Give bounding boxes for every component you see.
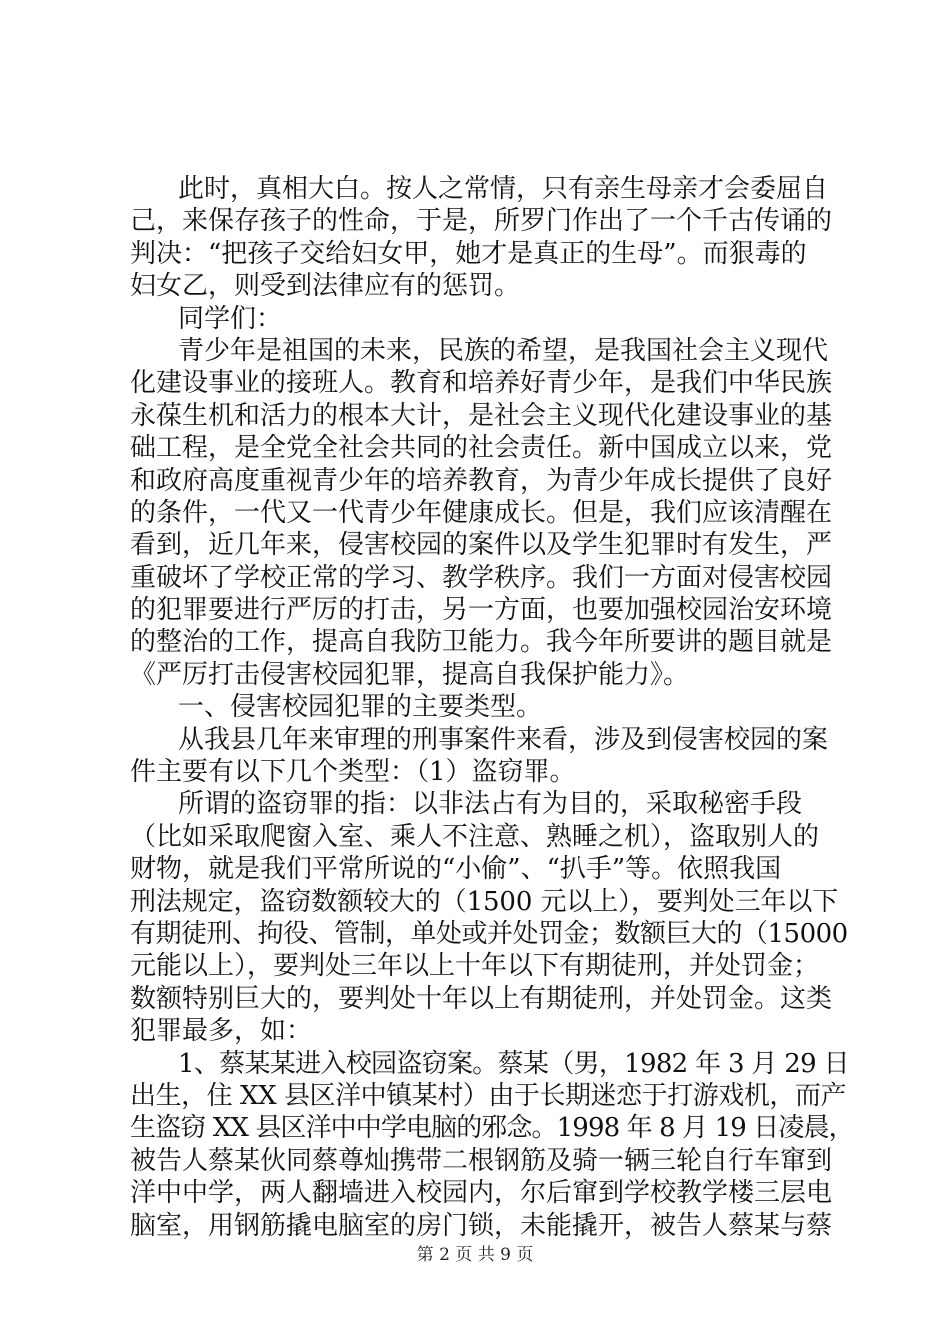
- text-line: 从我县几年来审理的刑事案件来看，涉及到侵害校园的案: [178, 724, 829, 755]
- text-line: 己，来保存孩子的性命，于是，所罗门作出了一个千古传诵的: [130, 206, 833, 237]
- text-line: 数额特别巨大的，要判处十年以上有期徒刑，并处罚金。这类: [130, 983, 833, 1014]
- text-line: 看到，近几年来，侵害校园的案件以及学生犯罪时有发生，严: [130, 530, 833, 561]
- text-line: 一、侵害校园犯罪的主要类型。: [178, 692, 543, 723]
- text-line: 刑法规定，盗窃数额较大的（1500 元以上），要判处三年以下: [130, 886, 839, 917]
- text-line: 础工程，是全党全社会共同的社会责任。新中国成立以来，党: [130, 433, 833, 464]
- text-line: （比如采取爬窗入室、乘人不注意、熟睡之机），盗取别人的: [130, 821, 820, 852]
- text-line: 有期徒刑、拘役、管制，单处或并处罚金；数额巨大的（15000: [130, 918, 848, 949]
- text-line: 的整治的工作，提高自我防卫能力。我今年所要讲的题目就是: [130, 627, 833, 658]
- text-line: 出生，住 XX 县区洋中镇某村）由于长期迷恋于打游戏机，而产: [130, 1080, 847, 1111]
- page-footer: 第 2 页 共 9 页: [416, 1245, 534, 1265]
- text-line: 判决：“把孩子交给妇女甲，她才是真正的生母”。而狠毒的: [130, 238, 807, 269]
- text-line: 所谓的盗窃罪的指：以非法占有为目的，采取秘密手段: [178, 789, 803, 820]
- text-line: 妇女乙，则受到法律应有的惩罚。: [130, 271, 521, 302]
- text-line: 被告人蔡某伙同蔡尊灿携带二根钢筋及骑一辆三轮自行车窜到: [130, 1145, 833, 1176]
- text-line: 生盗窃 XX 县区洋中中学电脑的邪念。1998 年 8 月 19 日凌晨，: [130, 1113, 854, 1144]
- text-line: 洋中中学，两人翻墙进入校园内，尔后窜到学校教学楼三层电: [130, 1178, 833, 1209]
- text-line: 财物，就是我们平常所说的“小偷”、“扒手”等。依照我国: [130, 854, 782, 885]
- text-line: 元能以上），要判处三年以上十年以下有期徒刑，并处罚金；: [130, 951, 820, 982]
- text-line: 青少年是祖国的未来，民族的希望，是我国社会主义现代: [178, 335, 829, 366]
- document-body: [130, 173, 854, 1242]
- text-line: 永葆生机和活力的根本大计，是社会主义现代化建设事业的基: [130, 400, 833, 431]
- text-line: 同学们：: [178, 303, 283, 334]
- text-line: 《严厉打击侵害校园犯罪，提高自我保护能力》。: [130, 659, 690, 690]
- text-line: 此时，真相大白。按人之常情，只有亲生母亲才会委屈自: [178, 174, 829, 204]
- text-line: 1、蔡某某进入校园盗窃案。蔡某（男，1982 年 3 月 29 日: [178, 1048, 849, 1079]
- text-line: 的犯罪要进行严厉的打击，另一方面，也要加强校园治安环境: [130, 595, 833, 626]
- text-line: 件主要有以下几个类型：（1）盗窃罪。: [130, 757, 576, 788]
- text-line: 和政府高度重视青少年的培养教育，为青少年成长提供了良好: [130, 465, 833, 496]
- text-line: 的条件，一代又一代青少年健康成长。但是，我们应该清醒在: [130, 497, 833, 528]
- text-line: 犯罪最多，如：: [130, 1016, 313, 1047]
- text-line: 化建设事业的接班人。教育和培养好青少年，是我们中华民族: [130, 368, 833, 399]
- text-line: 脑室，用钢筋撬电脑室的房门锁，未能撬开，被告人蔡某与蔡: [130, 1210, 833, 1241]
- text-line: 重破坏了学校正常的学习、教学秩序。我们一方面对侵害校园: [130, 562, 833, 593]
